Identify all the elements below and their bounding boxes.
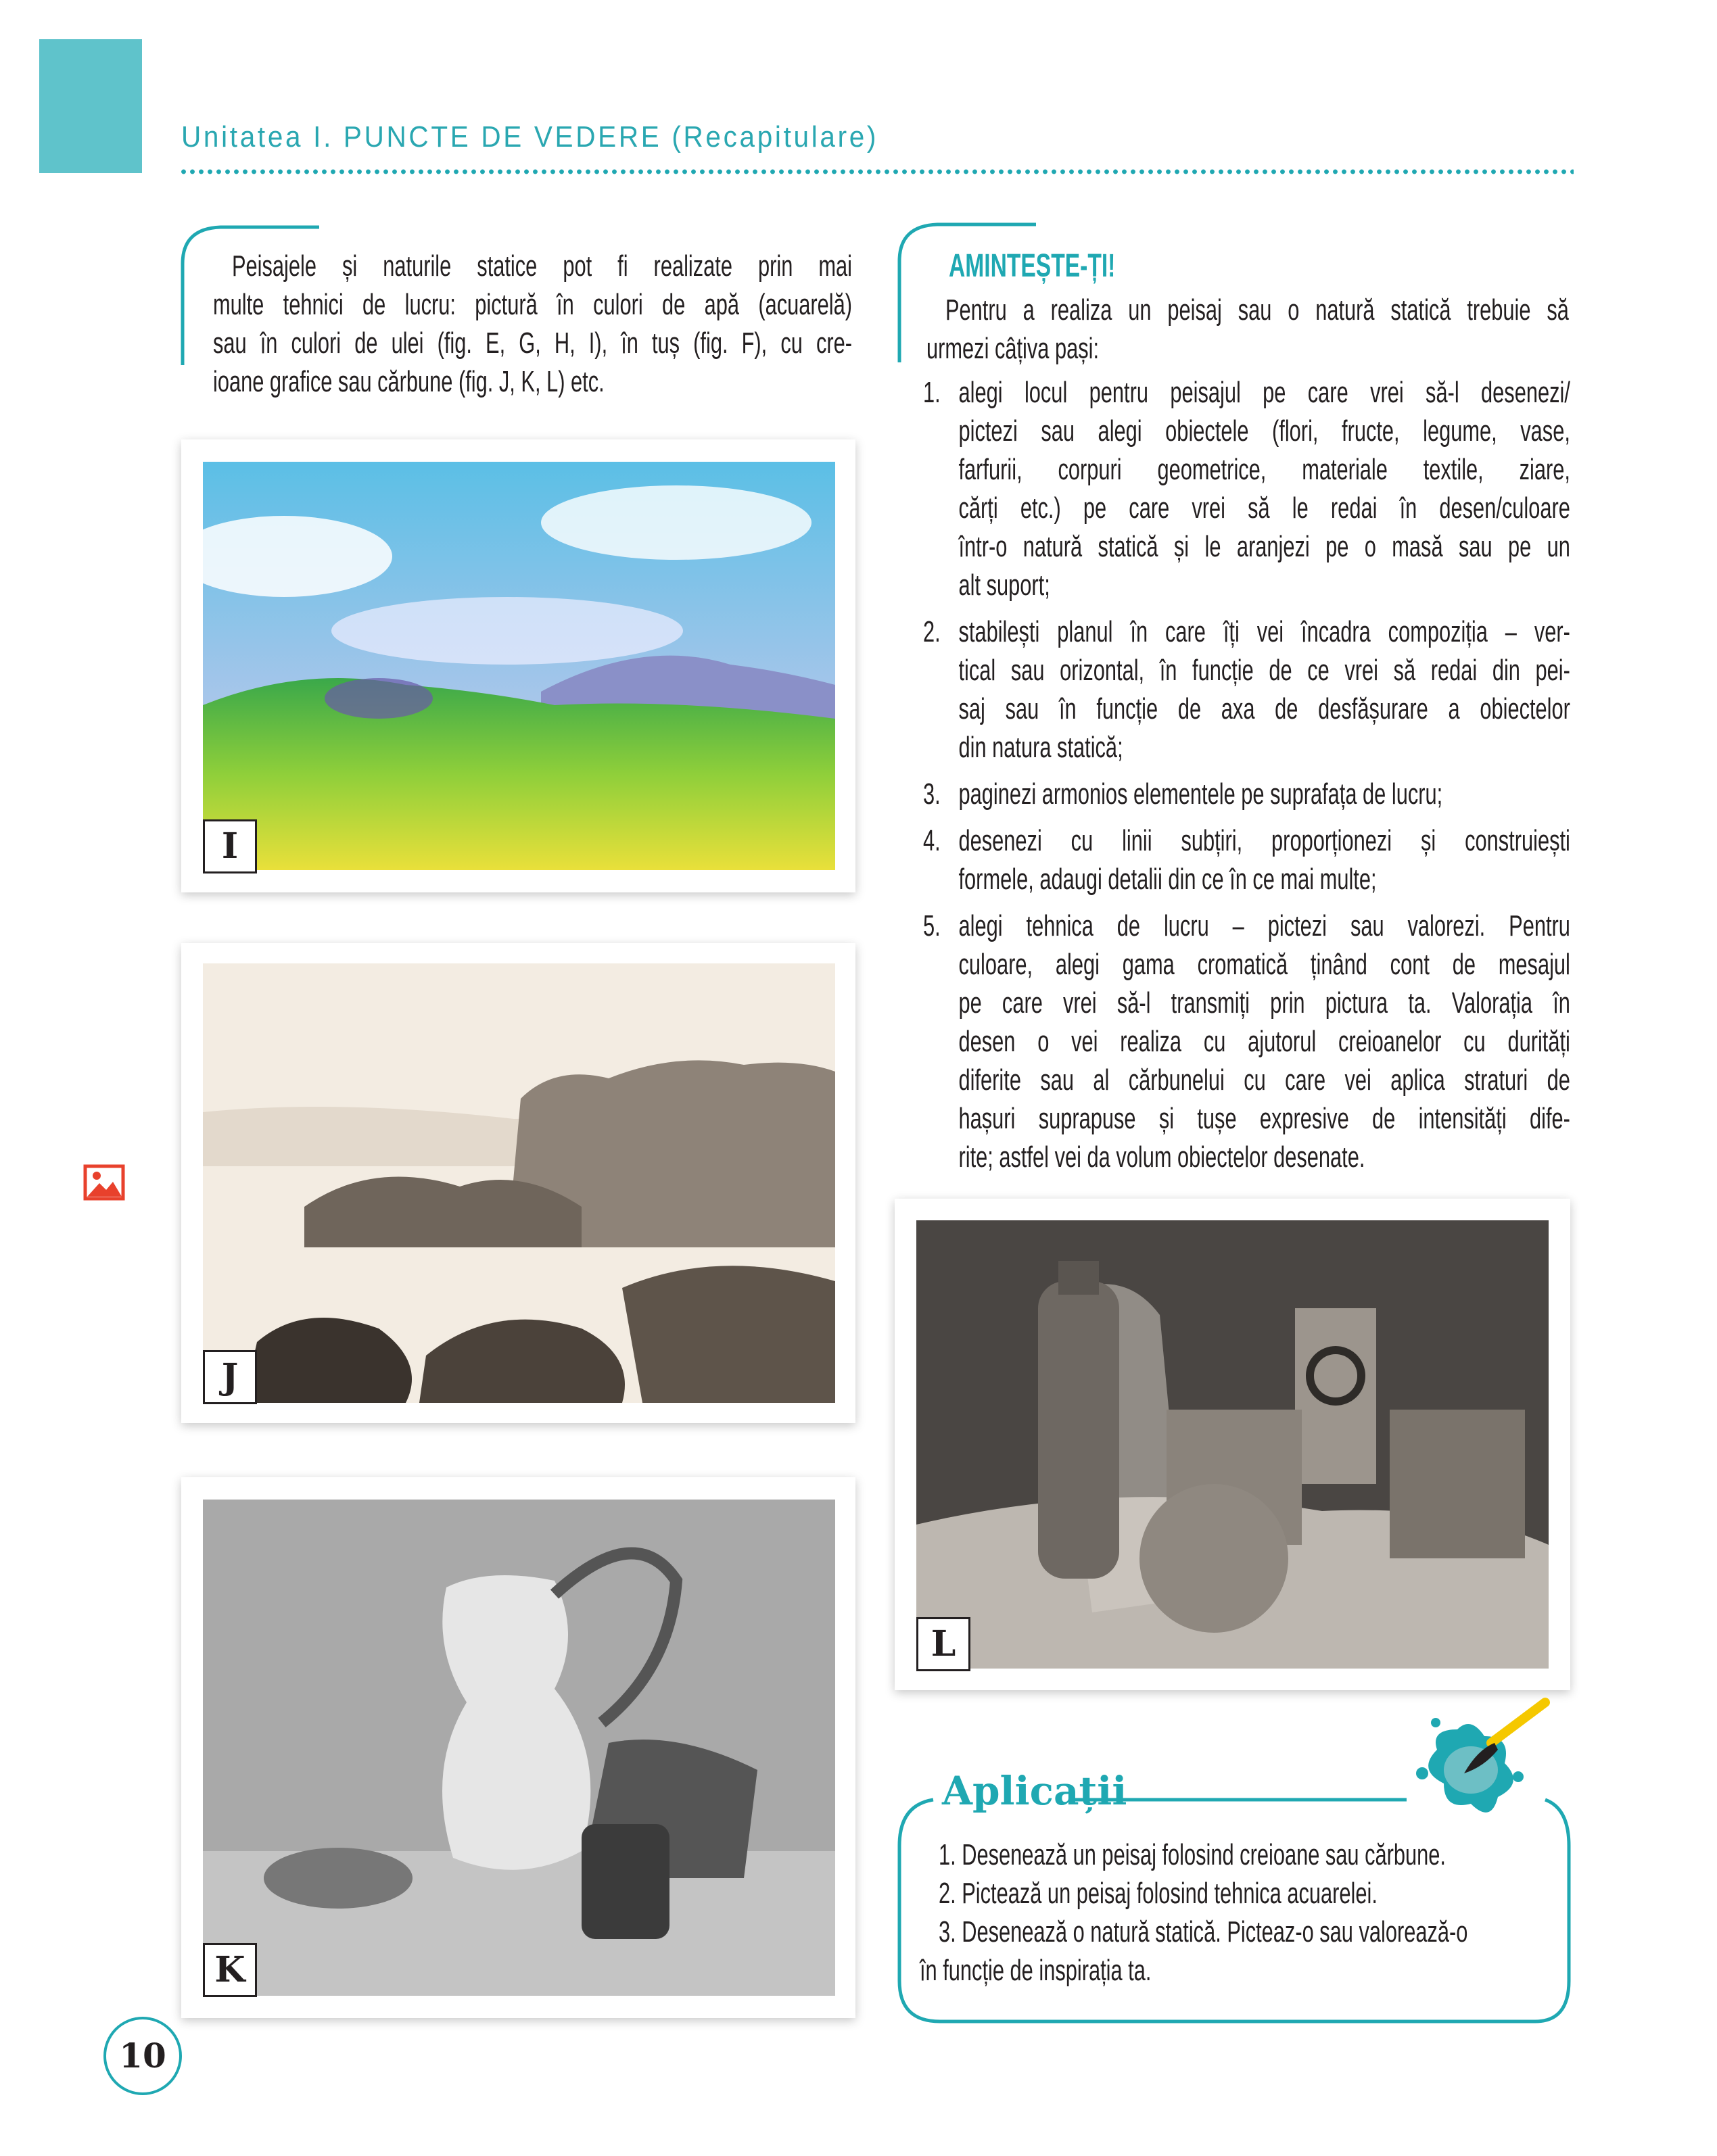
- intro-line: sau în culori de ulei (fig. E, G, H, I), în tuș (fig. F), cu cre-: [213, 327, 852, 360]
- intro-line: ioane grafice sau cărbune (fig. J, K, L) etc.: [213, 365, 605, 398]
- remember-intro-line: Pentru a realiza un peisaj sau o natură statică trebuie să: [945, 293, 1569, 327]
- step-number: 2.: [923, 615, 941, 648]
- step-line: desen o vei realiza cu ajutorul creioanelor cu durități: [958, 1025, 1570, 1058]
- applications-list: [920, 1836, 1562, 1990]
- remember-step: [923, 821, 1570, 899]
- step-line: stabilești planul în care îți vei încadra compoziția – ver-: [958, 615, 1570, 648]
- step-number: 5.: [923, 909, 941, 942]
- figure-label-j: J: [203, 1350, 257, 1404]
- figure-label-l: L: [916, 1617, 970, 1671]
- unit-header: Unitatea I. PUNCTE DE VEDERE (Recapitulare): [181, 120, 879, 153]
- remember-step: [923, 907, 1570, 1176]
- step-line: alegi tehnica de lucru – pictezi sau valorezi. Pentru: [958, 909, 1570, 942]
- intro-paragraph: [213, 247, 852, 401]
- remember-heading: AMINTEȘTE-ȚI!: [949, 248, 1116, 284]
- application-item: 1. Desenează un peisaj folosind creioane sau cărbune.: [939, 1838, 1446, 1871]
- step-line: paginezi armonios elementele pe suprafața de lucru;: [958, 777, 1443, 811]
- step-line: diferite sau al cărbunelui cu care vei aplica straturi de: [958, 1063, 1570, 1097]
- remember-intro: [926, 291, 1569, 368]
- figure-k-image: [203, 1500, 835, 1996]
- remember-step: [923, 775, 1570, 813]
- intro-line: Peisajele și naturile statice pot fi realizate prin mai: [232, 249, 852, 283]
- step-line: desenezi cu linii subțiri, proporționezi și construiești: [958, 824, 1570, 857]
- image-gallery-icon[interactable]: [83, 1164, 125, 1201]
- step-line: într-o natură statică și le aranjezi pe o masă sau pe un: [958, 530, 1570, 563]
- application-item: 2. Pictează un peisaj folosind tehnica acuarelei.: [939, 1877, 1378, 1910]
- remember-steps-list: [923, 373, 1570, 1184]
- step-line: farfurii, corpuri geometrice, materiale textile, ziare,: [958, 453, 1570, 486]
- paintbrush-splash-icon: [1410, 1696, 1555, 1824]
- page-number: 10: [103, 2017, 182, 2095]
- application-item: 3. Desenează o natură statică. Picteaz-o sau valorează-o: [939, 1915, 1468, 1948]
- step-line: pe care vrei să-l transmiți prin pictura ta. Valorația în: [958, 986, 1570, 1020]
- step-line: saj sau în funcție de axa de desfășurare a obiectelor: [958, 692, 1570, 725]
- step-line: tical sau orizontal, în funcție de ce vrei să redai din pei-: [958, 654, 1570, 687]
- step-line: din natura statică;: [958, 731, 1123, 764]
- step-number: 4.: [923, 824, 941, 857]
- applications-title: Aplicații: [942, 1768, 1127, 1814]
- step-number: 3.: [923, 777, 941, 811]
- step-line: formele, adaugi detalii din ce în ce mai multe;: [958, 863, 1377, 896]
- header-dotted-divider: [179, 168, 1574, 175]
- step-line: hașuri suprapuse și tușe expresive de intensități dife-: [958, 1102, 1570, 1135]
- figure-j-image: [203, 963, 835, 1403]
- step-number: 1.: [923, 376, 941, 409]
- step-line: alegi locul pentru peisajul pe care vrei să-l desenezi/: [958, 376, 1570, 409]
- remember-intro-line: urmezi câțiva pași:: [926, 332, 1100, 365]
- step-line: rite; astfel vei da volum obiectelor desenate.: [958, 1141, 1365, 1174]
- figure-label-i: I: [203, 819, 257, 873]
- step-line: pictezi sau alegi obiectele (flori, fructe, legume, vase,: [958, 414, 1570, 448]
- step-line: culoare, alegi gama cromatică ținând cont de mesajul: [958, 948, 1570, 981]
- step-line: cărți etc.) pe care vrei să le redai în desen/culoare: [958, 492, 1570, 525]
- step-line: alt suport;: [958, 569, 1050, 602]
- figure-i-image: [203, 462, 835, 870]
- chapter-color-block: [39, 39, 142, 173]
- application-item: în funcție de inspirația ta.: [920, 1954, 1152, 1987]
- figure-label-k: K: [203, 1943, 257, 1997]
- intro-line: multe tehnici de lucru: pictură în culori de apă (acuarelă): [213, 288, 852, 321]
- remember-step: [923, 613, 1570, 767]
- remember-step: [923, 373, 1570, 604]
- figure-l-image: [916, 1220, 1549, 1669]
